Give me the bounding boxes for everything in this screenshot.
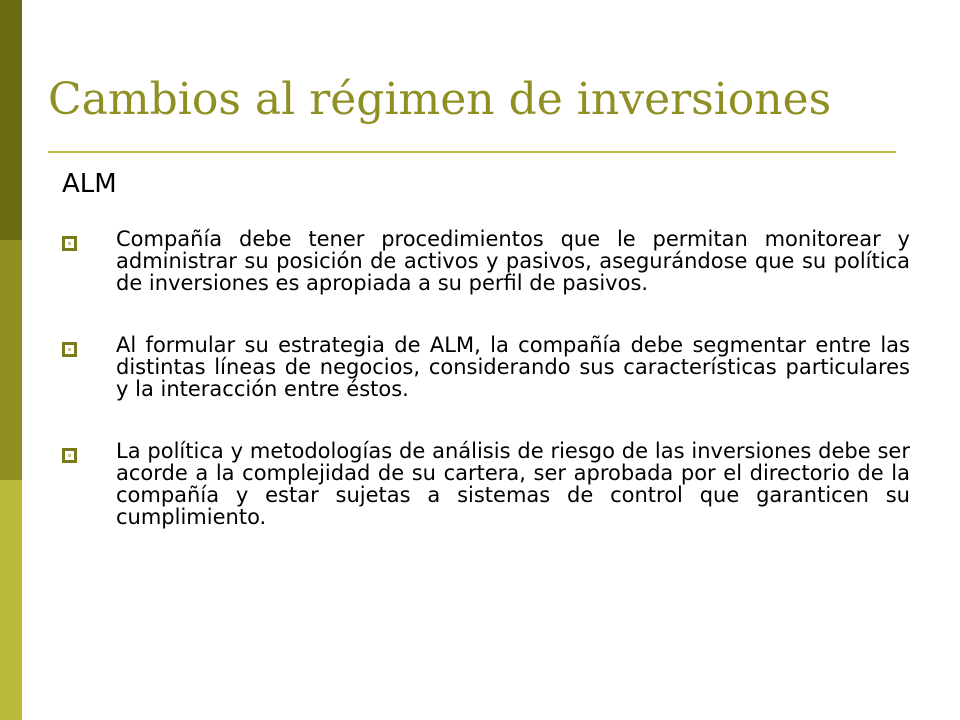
bullet-item [62,228,910,294]
bullet-item [62,334,910,400]
square-bullet-icon [62,448,77,463]
side-bar-dark [0,0,22,240]
slide-title: Cambios al régimen de inversiones [48,74,832,125]
section-heading: ALM [62,169,117,199]
side-bar-mid [0,240,22,480]
side-bar-light [0,480,22,720]
bullet-list [62,228,910,568]
bullet-item [62,440,910,528]
title-divider [48,151,896,153]
bullet-text: Compañía debe tener procedimientos que le permitan monitorear y administrar su posición de activos y pasivos, asegurándose que su política de inversiones es apropiada a su perfil de pasivos. [116,227,910,295]
bullet-text: Al formular su estrategia de ALM, la compañía debe segmentar entre las distintas líneas de negocios, considerando sus características particulares y la interacción entre éstos. [116,333,910,401]
bullet-text: La política y metodologías de análisis de riesgo de las inversiones debe ser acorde a la complejidad de su cartera, ser aprobada por el directorio de la compañía y estar sujetas a sistemas de control que garanticen su cumplimiento. [116,439,910,529]
square-bullet-icon [62,342,77,357]
square-bullet-icon [62,236,77,251]
